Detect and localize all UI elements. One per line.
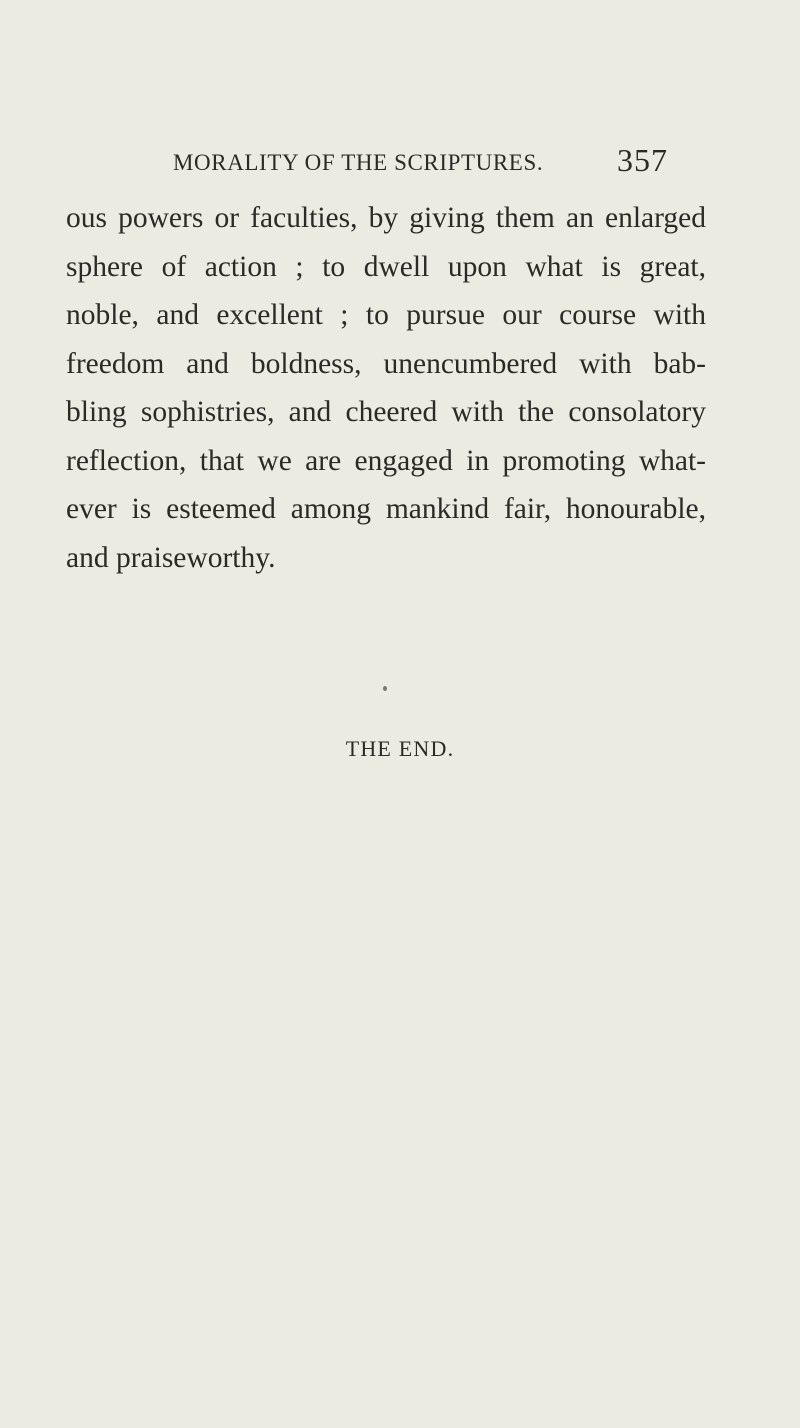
the-end-label: THE END. [345,736,455,761]
body-paragraph [66,194,706,582]
text-line: freedom and boldness, unencumbered with bab- [66,347,706,380]
text-line: bling sophistries, and cheered with the consolatory [66,396,706,428]
text-line: and praiseworthy. [66,541,276,574]
running-head [0,142,800,188]
page-number: 357 [617,142,668,178]
text-line: noble, and excellent ; to pursue our course with [66,299,706,331]
text-line: reflection, that we are engaged in promoting what- [66,444,706,477]
text-line: ous powers or faculties, by giving them an enlarged [66,202,706,234]
ink-speck [383,686,387,691]
running-title: MORALITY OF THE SCRIPTURES. [173,150,544,175]
text-line: sphere of action ; to dwell upon what is great, [66,250,706,283]
text-line: ever is esteemed among mankind fair, honourable, [66,493,706,525]
